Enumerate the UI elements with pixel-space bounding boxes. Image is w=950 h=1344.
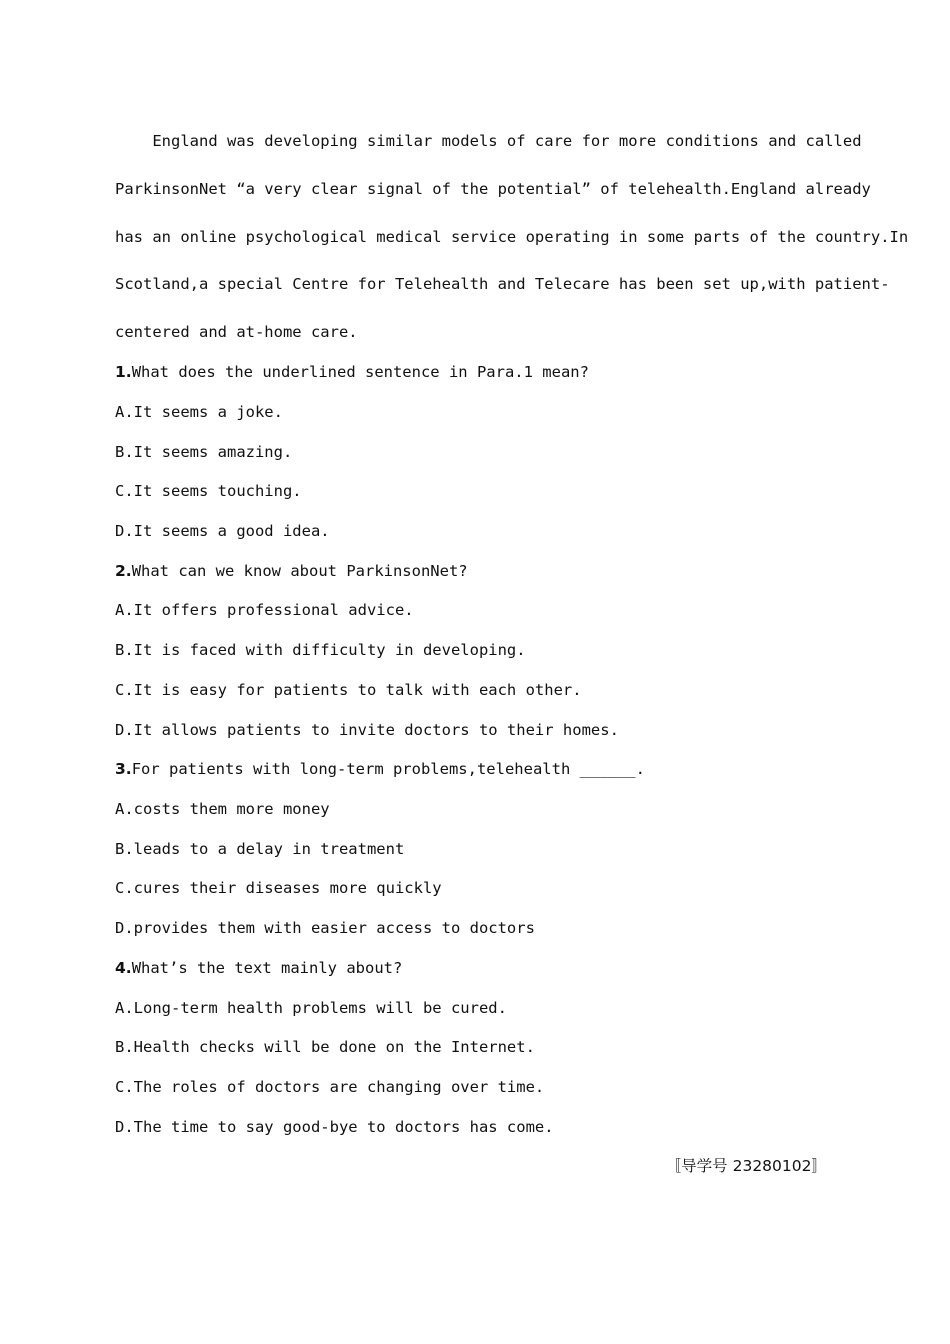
question-text: For patients with long-term problems,telehealth ______.	[131, 760, 645, 778]
question-text: What can we know about ParkinsonNet?	[131, 562, 468, 580]
question-number: 4.	[115, 959, 132, 977]
option-d: D.The time to say good-bye to doctors has come.	[115, 1118, 554, 1136]
option-c: C.It seems touching.	[115, 482, 302, 500]
option-a: A.costs them more money	[115, 800, 330, 818]
option-a: A.It offers professional advice.	[115, 601, 414, 619]
passage-line: ParkinsonNet “a very clear signal of the potential” of telehealth.England already	[115, 180, 871, 198]
question-stem	[115, 759, 645, 779]
option-c: C.The roles of doctors are changing over time.	[115, 1078, 545, 1096]
option-b: B.It is faced with difficulty in developing.	[115, 641, 526, 659]
option-d: D.It allows patients to invite doctors to their homes.	[115, 721, 619, 739]
question-number: 1.	[115, 363, 132, 381]
option-d: D.It seems a good idea.	[115, 522, 330, 540]
reference-number: 〚导学号 23280102〛	[665, 1157, 827, 1175]
option-a: A.Long-term health problems will be cured.	[115, 999, 507, 1017]
option-b: B.Health checks will be done on the Internet.	[115, 1038, 535, 1056]
passage-line: England was developing similar models of care for more conditions and called	[115, 132, 862, 150]
option-b: B.leads to a delay in treatment	[115, 840, 405, 858]
question-stem	[115, 958, 402, 978]
option-c: C.It is easy for patients to talk with each other.	[115, 681, 582, 699]
question-stem	[115, 362, 589, 382]
question-number: 3.	[115, 760, 132, 778]
option-c: C.cures their diseases more quickly	[115, 879, 442, 897]
option-a: A.It seems a joke.	[115, 403, 283, 421]
option-b: B.It seems amazing.	[115, 443, 293, 461]
question-text: What’s the text mainly about?	[131, 959, 403, 977]
passage-line: centered and at-home care.	[115, 323, 358, 341]
option-d: D.provides them with easier access to doctors	[115, 919, 535, 937]
passage-line: Scotland,a special Centre for Telehealth and Telecare has been set up,with patient-	[115, 275, 890, 293]
question-stem	[115, 561, 468, 581]
question-number: 2.	[115, 562, 132, 580]
passage-line: has an online psychological medical service operating in some parts of the country.In	[115, 228, 909, 246]
question-text: What does the underlined sentence in Para.1 mean?	[131, 363, 589, 381]
